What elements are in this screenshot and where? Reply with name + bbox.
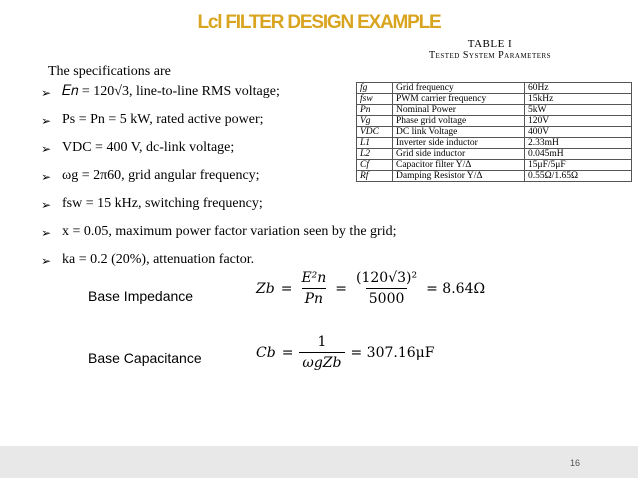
bullet-text: VDC = 400 V, dc-link voltage; [62, 140, 235, 155]
intro-text: The specifications are [48, 64, 171, 79]
param-name: Grid side inductor [393, 149, 525, 160]
equals-sign: = [335, 280, 348, 297]
bullet-text: fsw = 15 kHz, switching frequency; [62, 196, 263, 211]
fraction-denominator: 5000 [366, 288, 408, 307]
param-value: 5kW [525, 105, 632, 116]
param-symbol: Vg [357, 116, 393, 127]
table-row [357, 94, 632, 105]
fraction-numerator: E²n [301, 270, 327, 286]
param-name: PWM carrier frequency [393, 94, 525, 105]
param-name: Phase grid voltage [393, 116, 525, 127]
bullet-item [41, 84, 396, 112]
footer-bar [0, 446, 638, 478]
param-symbol: fsw [357, 94, 393, 105]
bullet-item [41, 140, 396, 168]
param-value: 0.045mH [525, 149, 632, 160]
parameters-table [356, 82, 632, 182]
spec-bullet-list [41, 84, 396, 280]
param-symbol: VDC [357, 127, 393, 138]
bullet-text: 𝐸𝑛 = 120√3, line-to-line RMS voltage; [62, 84, 280, 99]
arrow-bullet-icon: ➢ [41, 254, 52, 268]
base-capacitance-label: Base Capacitance [88, 350, 202, 366]
table-row [357, 116, 632, 127]
param-value: 60Hz [525, 83, 632, 94]
table-row [357, 83, 632, 94]
eq-lhs: Cb [256, 344, 276, 361]
base-capacitance-equation [256, 334, 434, 371]
fraction-denominator: ωgZb [299, 352, 344, 371]
table-row [357, 127, 632, 138]
fraction-numerator: 1 [317, 334, 327, 350]
arrow-bullet-icon: ➢ [41, 142, 52, 156]
bullet-item [41, 168, 396, 196]
base-impedance-equation [256, 270, 485, 307]
arrow-bullet-icon: ➢ [41, 170, 52, 184]
param-name: DC link Voltage [393, 127, 525, 138]
param-value: 15μF/5μF [525, 160, 632, 171]
param-name: Nominal Power [393, 105, 525, 116]
equals-sign: = [280, 280, 293, 297]
eq-result: = 307.16μF [350, 344, 435, 361]
equals-sign: = [281, 344, 294, 361]
fraction-numerator: (120√3)² [356, 270, 418, 286]
param-value: 15kHz [525, 94, 632, 105]
fraction [299, 334, 344, 371]
table-title: TABLE I [467, 38, 513, 50]
param-value: 400V [525, 127, 632, 138]
table-row [357, 105, 632, 116]
arrow-bullet-icon: ➢ [41, 114, 52, 128]
bullet-item [41, 112, 396, 140]
param-symbol: L1 [357, 138, 393, 149]
table-row [357, 138, 632, 149]
fraction [298, 270, 329, 307]
arrow-bullet-icon: ➢ [41, 226, 52, 240]
bullet-item [41, 196, 396, 224]
bullet-text: x = 0.05, maximum power factor variation seen by the grid; [62, 224, 397, 239]
base-impedance-label: Base Impedance [88, 288, 194, 304]
fraction [353, 270, 420, 307]
param-symbol: Pn [357, 105, 393, 116]
bullet-text: ωg = 2π60, grid angular frequency; [62, 168, 260, 183]
bullet-text: ka = 0.2 (20%), attenuation factor. [62, 252, 255, 267]
param-name: Damping Resistor Y/Δ [393, 171, 525, 182]
param-name: Inverter side inductor [393, 138, 525, 149]
table-row [357, 171, 632, 182]
arrow-bullet-icon: ➢ [41, 86, 52, 100]
param-symbol: Cf [357, 160, 393, 171]
param-symbol: Rf [357, 171, 393, 182]
param-name: Grid frequency [393, 83, 525, 94]
param-value: 0.55Ω/1.65Ω [525, 171, 632, 182]
table-caption [400, 38, 580, 61]
table-row [357, 160, 632, 171]
bullet-text: Ps = Pn = 5 kW, rated active power; [62, 112, 264, 127]
page-number: 16 [569, 458, 580, 468]
param-symbol: fg [357, 83, 393, 94]
param-symbol: L2 [357, 149, 393, 160]
arrow-bullet-icon: ➢ [41, 198, 52, 212]
eq-lhs: Zb [256, 280, 275, 297]
param-value: 120V [525, 116, 632, 127]
param-value: 2.33mH [525, 138, 632, 149]
eq-result: = 8.64Ω [426, 280, 486, 297]
param-name: Capacitor filter Y/Δ [393, 160, 525, 171]
table-subtitle: Tested System Parameters [428, 50, 552, 61]
slide-title: Lcl FILTER DESIGN EXAMPLE [197, 12, 441, 33]
bullet-item [41, 224, 396, 252]
table-row [357, 149, 632, 160]
fraction-denominator: Pn [302, 288, 326, 307]
